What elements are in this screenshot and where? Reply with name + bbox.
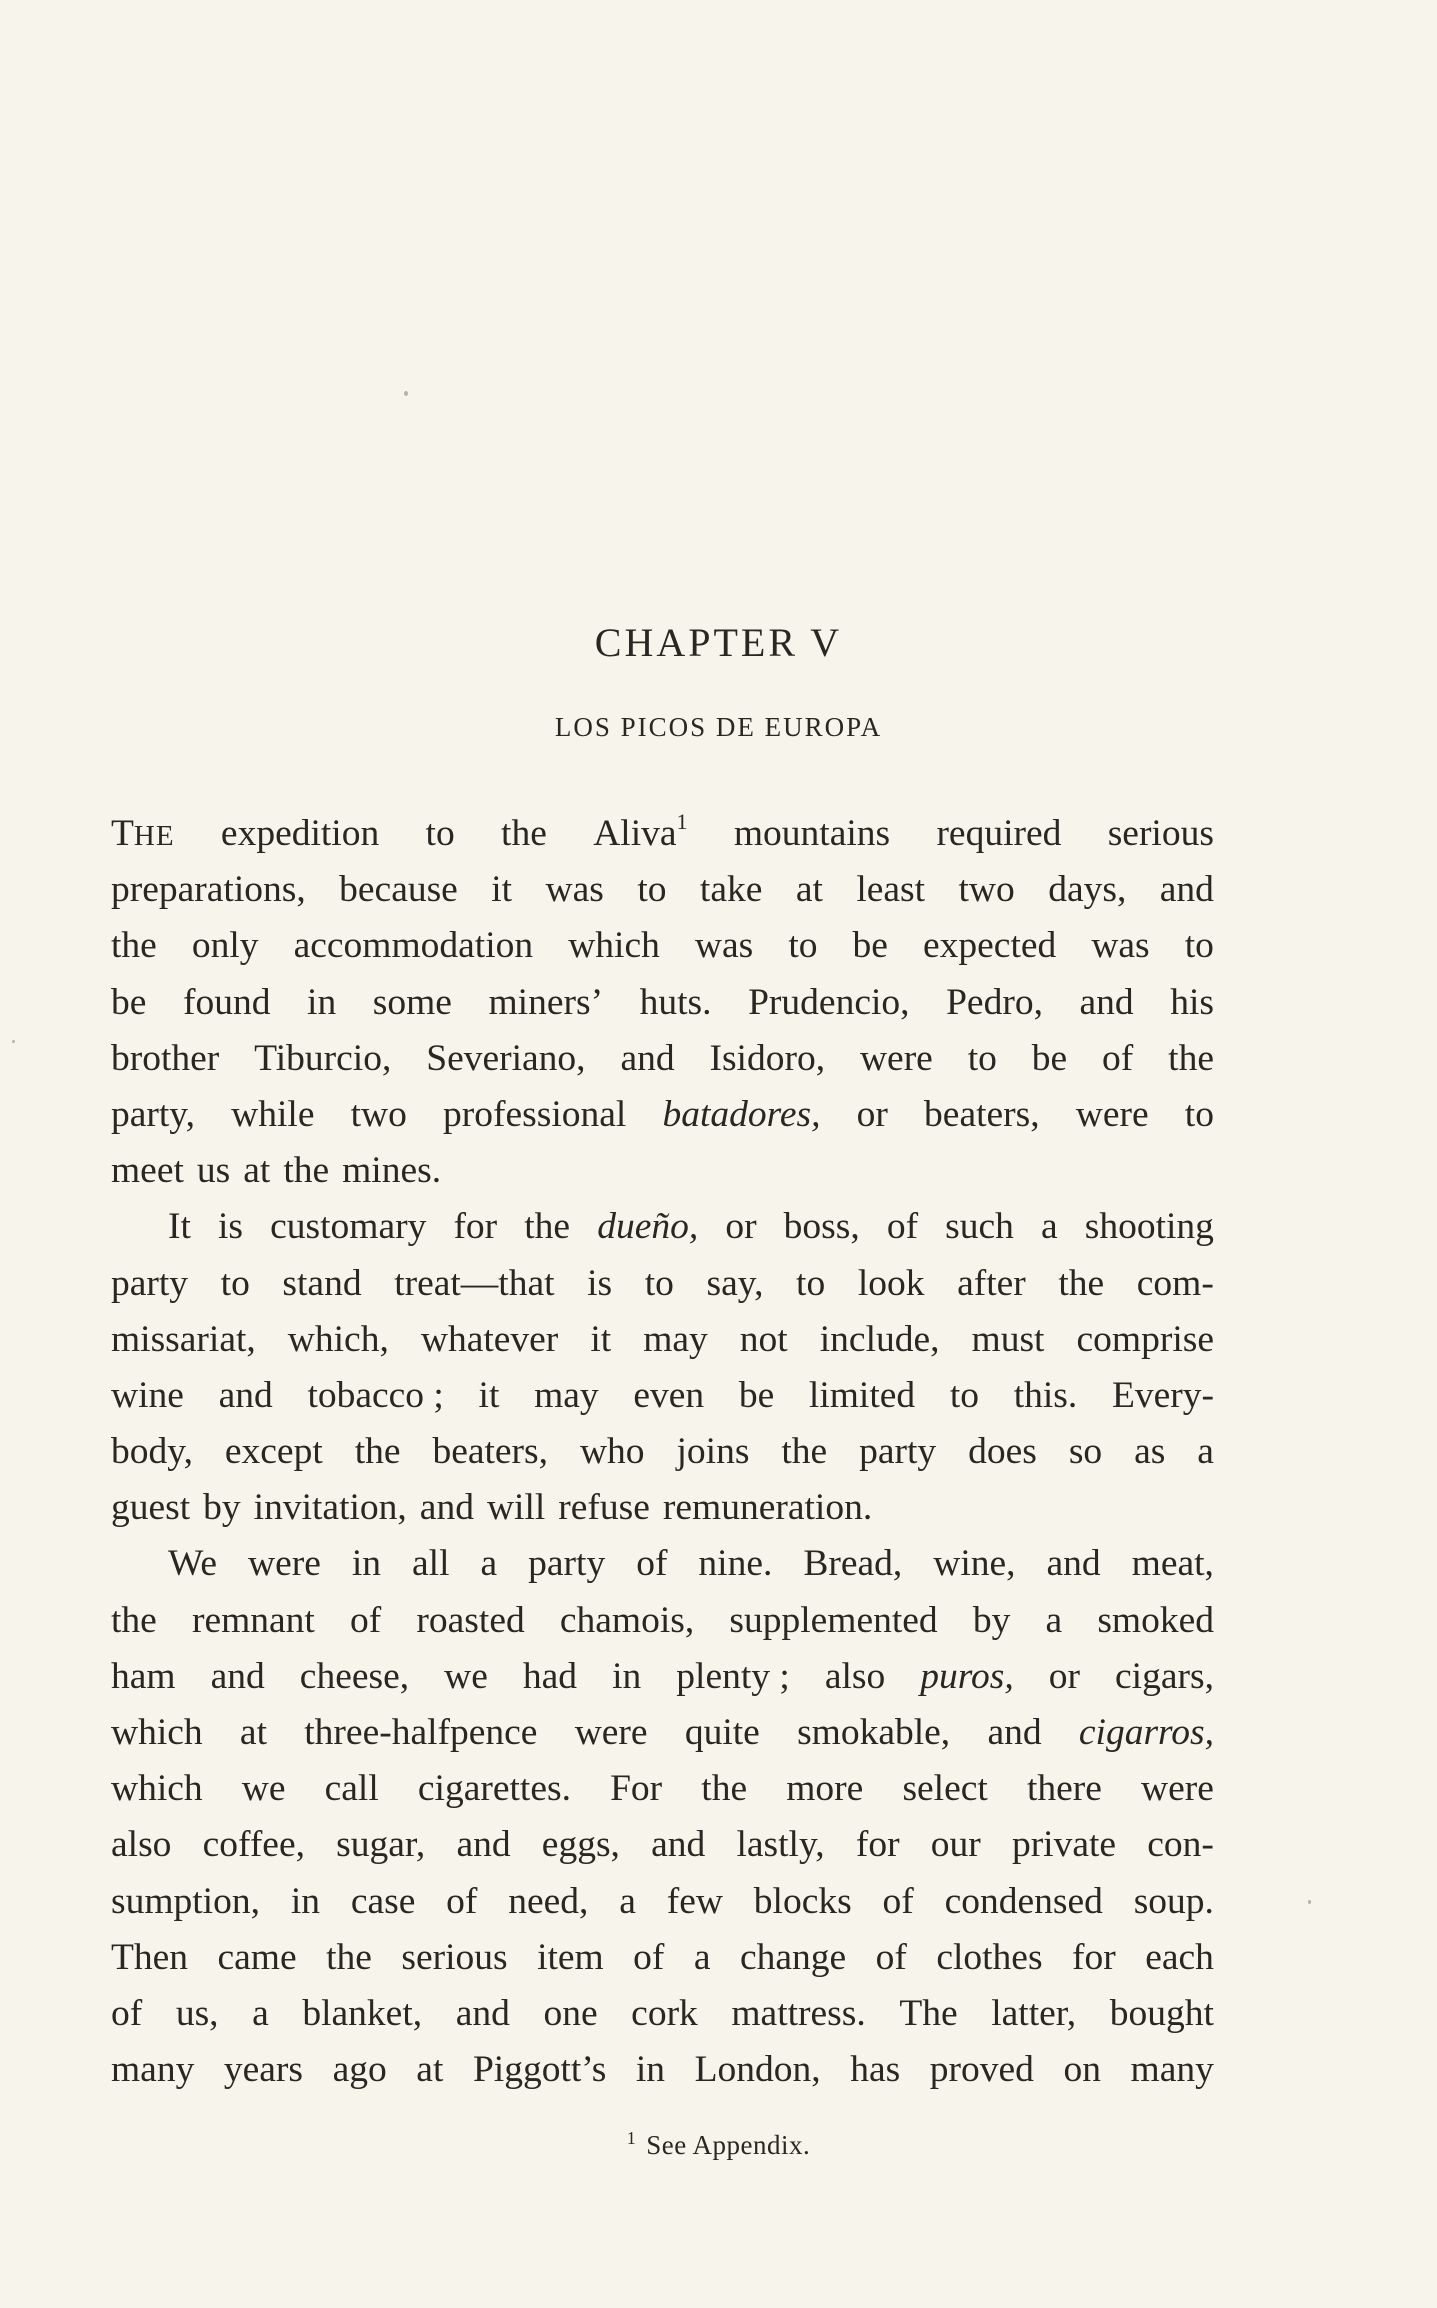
- word: Then: [111, 1936, 189, 1978]
- word: will: [486, 1487, 546, 1529]
- word: days,: [1048, 869, 1127, 911]
- word: plenty ;: [676, 1655, 790, 1697]
- word: which: [111, 1768, 203, 1810]
- text-line: [111, 975, 1214, 1031]
- word: by: [972, 1599, 1011, 1641]
- word: wine: [111, 1374, 184, 1416]
- word: Aliva$^1$: [593, 809, 688, 854]
- word: roasted: [416, 1599, 525, 1641]
- word: a: [252, 1992, 269, 2034]
- word: nine.: [698, 1543, 773, 1585]
- word: guest: [111, 1487, 191, 1529]
- word: brother: [111, 1037, 220, 1079]
- word: in: [351, 1543, 382, 1585]
- word: expected: [923, 925, 1057, 967]
- word: in: [290, 1880, 320, 1922]
- word: bought: [1109, 1992, 1214, 2034]
- word: ham: [111, 1655, 176, 1697]
- word: clothes: [936, 1936, 1043, 1978]
- word: a: [1041, 1206, 1058, 1248]
- footnote: [0, 2130, 1437, 2161]
- word: for: [855, 1824, 900, 1866]
- word: Severiano,: [426, 1037, 586, 1079]
- word: least: [856, 869, 926, 911]
- text-line: [111, 1930, 1214, 1986]
- word: a: [1197, 1431, 1214, 1473]
- word: party: [859, 1431, 937, 1473]
- word: and: [1046, 1543, 1101, 1585]
- word: to: [220, 1262, 250, 1304]
- paragraph: [111, 1536, 1214, 2098]
- word: some: [372, 981, 452, 1023]
- word: blocks: [753, 1880, 852, 1922]
- word: mattress.: [731, 1992, 866, 2034]
- word: one: [543, 1992, 598, 2034]
- word: be: [738, 1374, 775, 1416]
- body-text: [111, 806, 1214, 2098]
- word: item: [537, 1936, 604, 1978]
- word: and: [456, 1824, 511, 1866]
- text-line: [111, 1199, 1214, 1255]
- word: were: [574, 1712, 648, 1753]
- word: select: [902, 1768, 988, 1810]
- word: to: [949, 1374, 980, 1416]
- italic-word: batadores,: [662, 1093, 821, 1135]
- word: as: [1134, 1431, 1166, 1473]
- text-line: [111, 1256, 1214, 1312]
- word: miners’: [488, 981, 604, 1023]
- word: sumption,: [111, 1880, 260, 1922]
- text-line: [111, 1986, 1214, 2042]
- word: also: [111, 1824, 172, 1866]
- paper-speck: [1308, 1900, 1311, 1904]
- word: sugar,: [336, 1824, 426, 1866]
- word: on: [1063, 2049, 1101, 2091]
- text-line: [111, 1817, 1214, 1873]
- word: customary: [270, 1206, 427, 1248]
- text-line: [111, 1536, 1214, 1592]
- word: or: [1048, 1655, 1080, 1697]
- word: and: [419, 1487, 474, 1529]
- word: remuneration.: [662, 1487, 873, 1529]
- word: the: [1168, 1037, 1214, 1079]
- word: be: [1031, 1037, 1068, 1079]
- word: serious: [1107, 813, 1214, 854]
- word: at: [416, 2049, 444, 2091]
- word: look: [857, 1262, 925, 1304]
- word: so: [1068, 1431, 1103, 1473]
- word: boss,: [783, 1206, 860, 1248]
- word: our: [930, 1824, 981, 1866]
- word: in: [635, 2049, 666, 2091]
- word: of: [875, 1936, 907, 1978]
- word: may: [643, 1318, 708, 1360]
- italic-word: cigarros,: [1078, 1712, 1214, 1753]
- word: proved: [929, 2049, 1034, 2091]
- word: to: [644, 1262, 674, 1304]
- text-line: [111, 1649, 1214, 1705]
- word: had: [522, 1655, 578, 1697]
- word: of: [111, 1992, 143, 2034]
- word: party,: [111, 1093, 195, 1135]
- word: the: [283, 1150, 330, 1192]
- text-line: [111, 862, 1214, 918]
- word: beaters,: [924, 1093, 1040, 1135]
- word: many: [111, 2049, 195, 2091]
- word: many: [1130, 2049, 1214, 2091]
- word: It: [168, 1206, 191, 1248]
- word: whatever: [420, 1318, 559, 1360]
- word: shooting: [1084, 1206, 1214, 1248]
- word: and: [210, 1655, 265, 1697]
- word: of: [633, 1936, 665, 1978]
- word: mines.: [342, 1150, 442, 1192]
- word: more: [786, 1768, 864, 1810]
- paper-speck: [404, 391, 408, 396]
- text-line: [111, 1593, 1214, 1649]
- footnote-reference: 1: [676, 809, 688, 834]
- word: say,: [706, 1262, 764, 1304]
- word: THE: [111, 813, 175, 854]
- word: two: [350, 1093, 407, 1135]
- text-line: [111, 2042, 1214, 2098]
- word: there: [1026, 1768, 1102, 1810]
- word: blanket,: [302, 1992, 423, 2034]
- word: com-: [1136, 1262, 1214, 1304]
- word: meat,: [1131, 1543, 1214, 1585]
- word: were: [1075, 1093, 1149, 1135]
- text-line: [111, 1480, 1214, 1536]
- word: and: [620, 1037, 675, 1079]
- word: beaters,: [432, 1431, 549, 1473]
- chapter-title: CHAPTER V: [594, 619, 843, 665]
- word: limited: [808, 1374, 916, 1416]
- word: except: [224, 1431, 323, 1473]
- word: invitation,: [253, 1487, 407, 1529]
- word: smoked: [1097, 1599, 1214, 1641]
- word: is: [587, 1262, 613, 1304]
- word: was: [1091, 925, 1150, 967]
- word: may: [534, 1374, 599, 1416]
- word: We: [168, 1543, 218, 1585]
- word: we: [241, 1768, 286, 1810]
- word: for: [1072, 1936, 1116, 1978]
- word: tobacco ;: [307, 1374, 444, 1416]
- word: lastly,: [736, 1824, 825, 1866]
- word: and: [218, 1374, 273, 1416]
- word: a: [619, 1880, 636, 1922]
- word: few: [666, 1880, 723, 1922]
- word: eggs,: [541, 1824, 620, 1866]
- word: preparations,: [111, 869, 306, 911]
- paragraph: [111, 806, 1214, 1199]
- word: years: [223, 2049, 304, 2091]
- word: Bread,: [803, 1543, 903, 1585]
- word: the: [781, 1431, 828, 1473]
- word: also: [824, 1655, 886, 1697]
- word: professional: [443, 1093, 627, 1135]
- italic-word: dueño,: [597, 1206, 699, 1248]
- text-line: [111, 918, 1214, 974]
- word: the: [326, 1936, 372, 1978]
- word: and: [455, 1992, 510, 2034]
- word: it: [478, 1374, 500, 1416]
- word: of: [1102, 1037, 1134, 1079]
- word: the: [701, 1768, 748, 1810]
- word: were: [248, 1543, 321, 1585]
- word: Piggott’s: [472, 2049, 607, 2091]
- word: a: [1045, 1599, 1063, 1641]
- word: of: [350, 1599, 382, 1641]
- word: call: [324, 1768, 379, 1810]
- word: must: [971, 1318, 1045, 1360]
- word: in: [307, 981, 337, 1023]
- word: cheese,: [299, 1655, 410, 1697]
- word: refuse: [558, 1487, 650, 1529]
- word: of: [886, 1206, 919, 1248]
- word: it: [590, 1318, 612, 1360]
- word: ago: [332, 2049, 387, 2091]
- text-line: [111, 806, 1214, 862]
- word: accommodation: [293, 925, 534, 967]
- word: has: [850, 2049, 901, 2091]
- text-line: [111, 1087, 1214, 1143]
- word: of: [636, 1543, 668, 1585]
- word: two: [958, 869, 1015, 911]
- word: and: [987, 1712, 1042, 1753]
- word: not: [739, 1318, 788, 1360]
- word: or: [856, 1093, 888, 1135]
- text-line: [111, 1312, 1214, 1368]
- paragraph: [111, 1199, 1214, 1536]
- word: required: [936, 813, 1062, 854]
- footnote-marker: 1: [626, 2128, 637, 2148]
- text-line: [111, 1761, 1214, 1817]
- word: was: [545, 869, 604, 911]
- text-line: [111, 1705, 1214, 1761]
- word: and: [1079, 981, 1134, 1023]
- chapter-subtitle: LOS PICOS DE EUROPA: [554, 712, 883, 742]
- word: private: [1011, 1824, 1117, 1866]
- word: treat—that: [394, 1262, 555, 1304]
- word: we: [444, 1655, 488, 1697]
- word: to: [796, 1262, 826, 1304]
- word: coffee,: [202, 1824, 305, 1866]
- word: to: [1184, 1093, 1214, 1135]
- word: For: [610, 1768, 663, 1810]
- word: the: [1058, 1262, 1105, 1304]
- word: Pedro,: [946, 981, 1043, 1023]
- word: Tiburcio,: [254, 1037, 392, 1079]
- word: and: [651, 1824, 706, 1866]
- word: cigars,: [1115, 1655, 1214, 1697]
- word: such: [945, 1206, 1014, 1248]
- word: the: [111, 1599, 157, 1641]
- word: meet: [111, 1150, 184, 1192]
- word: wine,: [933, 1543, 1016, 1585]
- word: three-halfpence: [304, 1712, 538, 1753]
- word: and: [1159, 869, 1214, 911]
- word: which: [111, 1712, 203, 1753]
- word: or: [725, 1206, 757, 1248]
- word: at: [795, 869, 823, 911]
- word: change: [739, 1936, 847, 1978]
- word: only: [191, 925, 259, 967]
- word: this.: [1013, 1374, 1078, 1416]
- word: latter,: [991, 1992, 1077, 2034]
- word: us: [196, 1150, 231, 1192]
- word: came: [217, 1936, 297, 1978]
- word: at: [243, 1150, 271, 1192]
- word: con-: [1147, 1824, 1214, 1866]
- word: even: [633, 1374, 705, 1416]
- word: the: [524, 1206, 571, 1248]
- word: were: [1141, 1768, 1214, 1810]
- word: chamois,: [559, 1599, 695, 1641]
- word: a: [480, 1543, 498, 1585]
- word: to: [967, 1037, 997, 1079]
- word: who: [579, 1431, 645, 1473]
- word: while: [231, 1093, 315, 1135]
- word: party: [528, 1543, 606, 1585]
- word: party: [111, 1262, 189, 1304]
- word: case: [350, 1880, 416, 1922]
- word: missariat,: [111, 1318, 256, 1360]
- word: to: [788, 925, 818, 967]
- word: body,: [111, 1431, 193, 1473]
- word: by: [203, 1487, 241, 1529]
- word: after: [957, 1262, 1026, 1304]
- word: cork: [631, 1992, 698, 2034]
- word: to: [425, 813, 455, 854]
- word: The: [899, 1992, 958, 2034]
- word: Every-: [1111, 1374, 1214, 1416]
- text-line: [111, 1368, 1214, 1424]
- word: comprise: [1076, 1318, 1214, 1360]
- word: supplemented: [729, 1599, 938, 1641]
- word: cigarettes.: [417, 1768, 571, 1810]
- word: all: [412, 1543, 450, 1585]
- italic-word: puros,: [920, 1655, 1014, 1697]
- word: expedition: [220, 813, 380, 854]
- text-line: [111, 1874, 1214, 1930]
- word: was: [694, 925, 754, 967]
- word: in: [612, 1655, 642, 1697]
- word: to: [637, 869, 667, 911]
- text-line: [111, 1031, 1214, 1087]
- word: Isidoro,: [709, 1037, 826, 1079]
- word: is: [218, 1206, 244, 1248]
- word: found: [182, 981, 271, 1023]
- word: huts.: [639, 981, 712, 1023]
- word: it: [491, 869, 513, 911]
- word: the: [501, 813, 547, 854]
- word: condensed: [944, 1880, 1103, 1922]
- word: joins: [676, 1431, 750, 1473]
- word: because: [339, 869, 458, 911]
- word: London,: [694, 2049, 821, 2091]
- word: smokable,: [797, 1712, 951, 1753]
- word: take: [699, 869, 763, 911]
- word: Prudencio,: [748, 981, 910, 1023]
- word: were: [859, 1037, 933, 1079]
- word: be: [111, 981, 147, 1023]
- word: a: [693, 1936, 711, 1978]
- word: stand: [282, 1262, 362, 1304]
- word: does: [968, 1431, 1037, 1473]
- word: remnant: [191, 1599, 315, 1641]
- word: his: [1170, 981, 1214, 1023]
- word: the: [111, 925, 157, 967]
- word: need,: [508, 1880, 589, 1922]
- text-line: [111, 1424, 1214, 1480]
- word: each: [1145, 1936, 1214, 1978]
- word: for: [453, 1206, 498, 1248]
- word: to: [1184, 925, 1214, 967]
- word: serious: [401, 1936, 508, 1978]
- word: mountains: [733, 813, 891, 854]
- word: soup.: [1133, 1880, 1214, 1922]
- word: include,: [819, 1318, 940, 1360]
- word: at: [239, 1712, 267, 1753]
- word: of: [882, 1880, 914, 1922]
- word: which: [568, 925, 660, 967]
- word: of: [446, 1880, 478, 1922]
- word: be: [852, 925, 888, 967]
- word: the: [354, 1431, 401, 1473]
- word: us,: [175, 1992, 219, 2034]
- footnote-text: See Appendix.: [646, 2130, 811, 2160]
- paper-speck: [12, 1040, 15, 1043]
- text-line: [111, 1143, 1214, 1199]
- word: quite: [684, 1712, 760, 1753]
- word: which,: [287, 1318, 389, 1360]
